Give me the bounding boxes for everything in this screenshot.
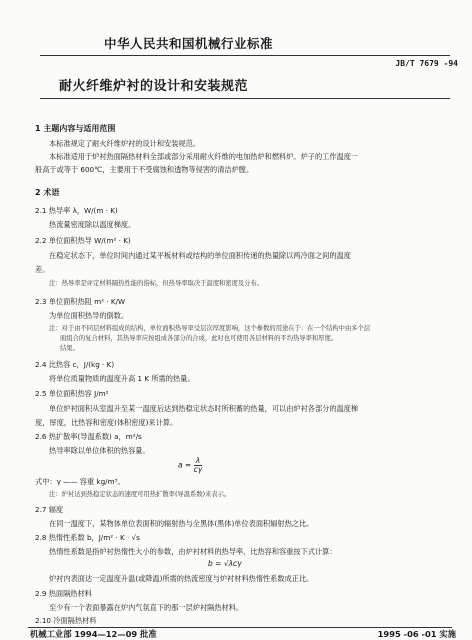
term-heading: 2.3 单位面积热阻 m² · K/W <box>35 297 126 306</box>
implementation-date: 1995 -06 -01 实施 <box>377 629 456 639</box>
paragraph: 度，厚度，比热容和密度(体积密度)来计算。 <box>35 418 178 427</box>
paragraph: 至少有一个表面暴露在炉内气氛直下的那一层炉衬隔热材料。 <box>49 603 244 612</box>
formula-thermal-inertia: b = √λcγ <box>208 559 242 568</box>
section-1-heading: 1 主题内容与适用范围 <box>35 124 116 133</box>
term-heading: 2.9 热面隔热材料 <box>35 589 92 598</box>
formula-denominator: cγ <box>193 465 203 474</box>
paragraph: 本标准规定了耐火纤维炉衬的设计和安装规范。 <box>49 139 200 148</box>
paragraph: 式中：γ —— 容重 kg/m³。 <box>35 477 125 486</box>
paragraph: 本标准适用于炉衬热面隔热材料全部或部分采用耐火纤维的电加热炉和燃料炉。炉子的工作温度一 <box>49 152 359 161</box>
formula-fraction <box>194 457 203 474</box>
term-heading: 2.1 热导率 λ，W/(m · K) <box>35 206 118 215</box>
term-heading: 2.2 单位面积热导 W/(m² · K) <box>35 236 131 245</box>
term-heading: 2.8 热惰性系数 b，J/m² · K · √s <box>35 533 140 542</box>
paragraph: 热导率除以单位体积的热容量。 <box>49 446 150 455</box>
standard-code: JB/T 7679 -94 <box>395 59 458 68</box>
paragraph: 热惰性系数是指炉衬热惰性大小的参数，由炉衬材料的热导率、比热容和容重按下式计算： <box>49 547 337 556</box>
note: 注：热导率是评定材料隔热性能的指标，但热导率取决于温度和密度及分布。 <box>49 280 264 287</box>
paragraph: 将单位质量物质的温度升高 1 K 所需的热量。 <box>49 374 195 383</box>
standard-title: 中华人民共和国机械行业标准 <box>104 36 274 51</box>
formula-numerator: λ <box>194 457 203 466</box>
note: 注：炉衬达到热稳定状态的速度可用热扩散率(导温系数)来表示。 <box>49 491 231 498</box>
paragraph: 在稳定状态下，单位时间内通过某平板材料或结构的单位面积传递的热量除以两冷面之间的温度 <box>49 251 351 260</box>
paragraph: 差。 <box>35 265 50 274</box>
title-rule <box>40 98 450 99</box>
paragraph: 炉衬内表面达一定温度升温(或降温)所需的热流密度与炉衬材料热惰性系数成正比。 <box>49 574 314 583</box>
note: 注：对于由不同层材料组成的结构，单位面积热导率受层次厚度影响，这个参数的用途在于：在一个结构中由多个层 <box>49 325 371 332</box>
section-2-heading: 2 术语 <box>35 188 60 197</box>
paragraph: 热流量密度除以温度梯度。 <box>49 220 136 229</box>
document-title: 耐火纤维炉衬的设计和安装规范 <box>59 79 249 94</box>
paragraph: 单位炉衬面积从室温升至某一温度后达到热稳定状态时所积蓄的热量，可以由炉衬各部分的温度梯 <box>49 404 359 413</box>
note: 面组合的复合材料，其热导率应按组成各部分的合成，此时也可使用各层材料的平均热导率和厚度。 <box>60 335 338 342</box>
term-heading: 2.4 比热容 c，J/(kg · K) <box>35 360 115 369</box>
formula-thermal-diffusivity <box>178 457 202 474</box>
paragraph: 般高于或等于 600℃，主要用于不受腐蚀和透物等侵害的清洁炉膛。 <box>35 165 254 174</box>
header-rule <box>40 55 450 56</box>
term-heading: 2.6 热扩散率(导温系数) a，m²/s <box>35 432 142 441</box>
paragraph: 为单位面积热导的倒数。 <box>49 311 129 320</box>
term-heading: 2.5 单位面积热容 J/m² <box>35 389 109 398</box>
term-heading: 2.10 冷面隔热材料 <box>35 616 97 625</box>
note: 结果。 <box>60 345 79 352</box>
term-heading: 2.7 辐度 <box>35 505 64 514</box>
approval-date: 机械工业部 1994—12—09 批准 <box>30 629 157 639</box>
formula-lhs: a = <box>178 460 192 470</box>
paragraph: 在同一温度下，某物体单位表面积的辐射热与全黑体(黑体)单位表面积辐射热之比。 <box>49 519 314 528</box>
